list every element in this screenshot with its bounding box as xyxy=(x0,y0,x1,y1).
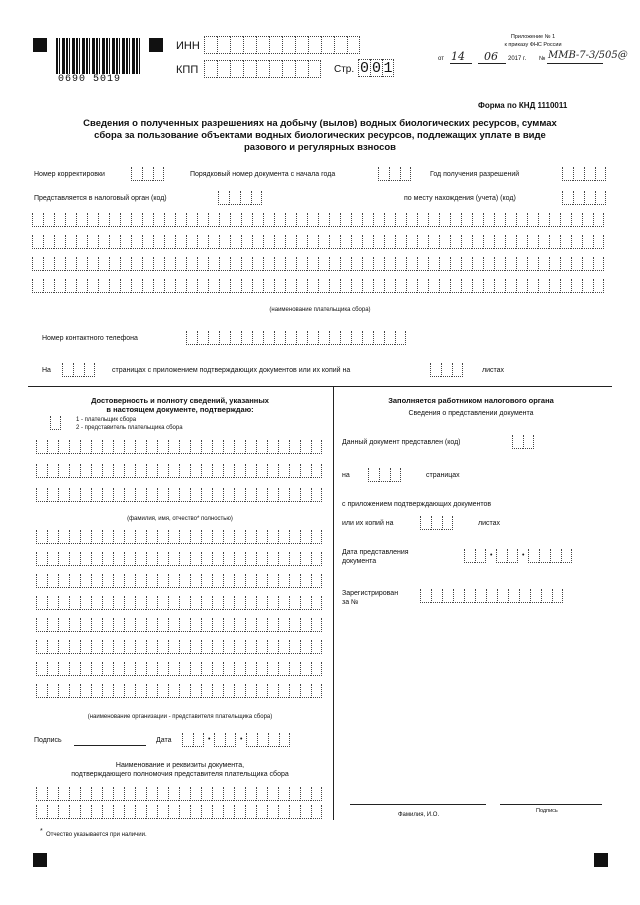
cell-row[interactable] xyxy=(36,787,322,801)
cell-row[interactable] xyxy=(36,640,322,654)
location-cells[interactable] xyxy=(562,191,606,205)
cell-row[interactable] xyxy=(32,235,604,249)
kpp-label: КПП xyxy=(176,64,199,76)
date-day-cells[interactable] xyxy=(182,733,204,747)
signature-line[interactable] xyxy=(74,745,146,746)
page-digit-1: 0 xyxy=(359,60,369,77)
order-from-label: от xyxy=(438,56,444,62)
tax-authority-label: Представляется в налоговый орган (код) xyxy=(34,195,167,202)
org-caption: (наименование организации - представителя плательщика сбора) xyxy=(87,714,273,720)
page-label: Стр. xyxy=(334,64,355,75)
submit-date-label-1: Дата представления xyxy=(342,549,409,556)
footnote: Отчество указывается при наличии. xyxy=(46,832,147,838)
knd-code: Форма по КНД 1110011 xyxy=(478,101,568,110)
barcode-image xyxy=(56,38,140,74)
phone-cells[interactable] xyxy=(186,331,406,345)
sheets-cells[interactable] xyxy=(430,363,463,377)
location-label: по месту нахождения (учета) (код) xyxy=(404,195,516,202)
registered-label-2: за № xyxy=(342,599,359,606)
title-line2: сбора за пользование объектами водных биологических ресурсов, подлежащих уплате в виде xyxy=(94,130,546,141)
cell-row[interactable] xyxy=(36,530,322,544)
submitted-label: Данный документ представлен (код) xyxy=(342,439,461,446)
year-label: Год получения разрешений xyxy=(430,171,520,178)
doc-number-cells[interactable] xyxy=(378,167,411,181)
cell-row[interactable] xyxy=(36,618,322,632)
fio-signature-line[interactable] xyxy=(350,804,486,805)
cell-row[interactable] xyxy=(36,662,322,676)
order-month: 06 xyxy=(484,50,498,63)
worker-signature-line[interactable] xyxy=(500,804,602,805)
cell-row[interactable] xyxy=(36,805,322,819)
order-year: 2017 г. xyxy=(508,56,527,62)
submitted-code-cells[interactable] xyxy=(512,435,534,449)
corner-marker-bottom-right xyxy=(594,853,608,867)
kpp-cells[interactable] xyxy=(204,60,321,78)
barcode-number: 0690 5019 xyxy=(58,74,122,85)
title-line1: Сведения о полученных разрешениях на добычу (вылов) водных биологических ресурсов, суммах xyxy=(83,118,557,129)
right-title: Заполняется работником налогового органа xyxy=(388,396,554,405)
registered-label-1: Зарегистрирован xyxy=(342,590,399,597)
right-sheets-label: листах xyxy=(478,520,501,527)
worker-signature-label: Подпись xyxy=(536,808,558,814)
right-on-label: на xyxy=(342,472,350,479)
title-line3: разового и регулярных взносов xyxy=(243,142,397,153)
page-digit-3: 1 xyxy=(383,60,393,77)
signature-label: Подпись xyxy=(34,737,62,744)
sheets-label: листах xyxy=(482,367,505,374)
order-day: 14 xyxy=(451,50,465,63)
doc-title-line2: подтверждающего полномочия представителя плательщика сбора xyxy=(71,771,289,778)
option-payer: 1 - плательщик сбора xyxy=(76,417,137,423)
inn-cells[interactable] xyxy=(204,36,360,54)
left-title-line1: Достоверность и полноту сведений, указанных xyxy=(91,396,269,405)
corner-marker-bottom-left xyxy=(33,853,47,867)
fio-caption: (фамилия, имя, отчество* полностью) xyxy=(127,516,233,522)
submit-day-cells[interactable] xyxy=(464,549,486,563)
cell-row[interactable] xyxy=(36,552,322,566)
right-sheets-cells[interactable] xyxy=(420,516,453,530)
confirm-type-cell[interactable] xyxy=(50,416,61,430)
right-subtitle: Сведения о представлении документа xyxy=(408,410,534,417)
corner-marker-top-left xyxy=(33,38,47,52)
date-month-cells[interactable] xyxy=(214,733,236,747)
right-pages-cells[interactable] xyxy=(368,468,401,482)
worker-fio-label: Фамилия, И.О. xyxy=(398,812,440,818)
tax-authority-cells[interactable] xyxy=(218,191,262,205)
cell-row[interactable] xyxy=(32,279,604,293)
doc-number-label: Порядковый номер документа с начала года xyxy=(190,171,336,178)
order-number: ММВ-7-3/505@ xyxy=(548,50,628,61)
cell-row[interactable] xyxy=(36,464,322,478)
appendix-line1: Приложение № 1 xyxy=(510,34,556,40)
order-no-label: № xyxy=(539,56,546,62)
copies-label: или их копий на xyxy=(342,520,394,527)
cell-row[interactable] xyxy=(32,213,604,227)
option-representative: 2 - представитель плательщика сбора xyxy=(76,425,183,431)
doc-title-line1: Наименование и реквизиты документа, xyxy=(115,762,245,769)
cell-row[interactable] xyxy=(32,257,604,271)
cell-row[interactable] xyxy=(36,684,322,698)
inn-label: ИНН xyxy=(176,40,200,52)
pages-text: страницах с приложением подтверждающих документов или их копий на xyxy=(112,367,351,374)
with-docs-label: с приложением подтверждающих документов xyxy=(342,501,492,508)
pages-cells[interactable] xyxy=(62,363,95,377)
cell-row[interactable] xyxy=(36,440,322,454)
year-cells[interactable] xyxy=(562,167,606,181)
page-number-cells xyxy=(358,59,394,77)
registration-number-cells[interactable] xyxy=(420,589,563,603)
appendix-line2: к приказу ФНС России xyxy=(504,42,562,48)
payer-name-caption: (наименование плательщика сбора) xyxy=(269,307,371,313)
right-pages-label: страницах xyxy=(426,472,460,479)
left-title-line2: в настоящем документе, подтверждаю: xyxy=(106,405,254,414)
submit-month-cells[interactable] xyxy=(496,549,518,563)
cell-row[interactable] xyxy=(36,596,322,610)
corner-marker-top-center xyxy=(149,38,163,52)
correction-label: Номер корректировки xyxy=(34,171,105,178)
on-label: На xyxy=(42,367,51,374)
date-label: Дата xyxy=(156,737,172,744)
correction-cells[interactable] xyxy=(131,167,164,181)
page-digit-2: 0 xyxy=(371,60,381,77)
date-year-cells[interactable] xyxy=(246,733,290,747)
cell-row[interactable] xyxy=(36,488,322,502)
submit-year-cells[interactable] xyxy=(528,549,572,563)
submit-date-label-2: документа xyxy=(342,558,377,565)
phone-label: Номер контактного телефона xyxy=(42,335,138,342)
cell-row[interactable] xyxy=(36,574,322,588)
